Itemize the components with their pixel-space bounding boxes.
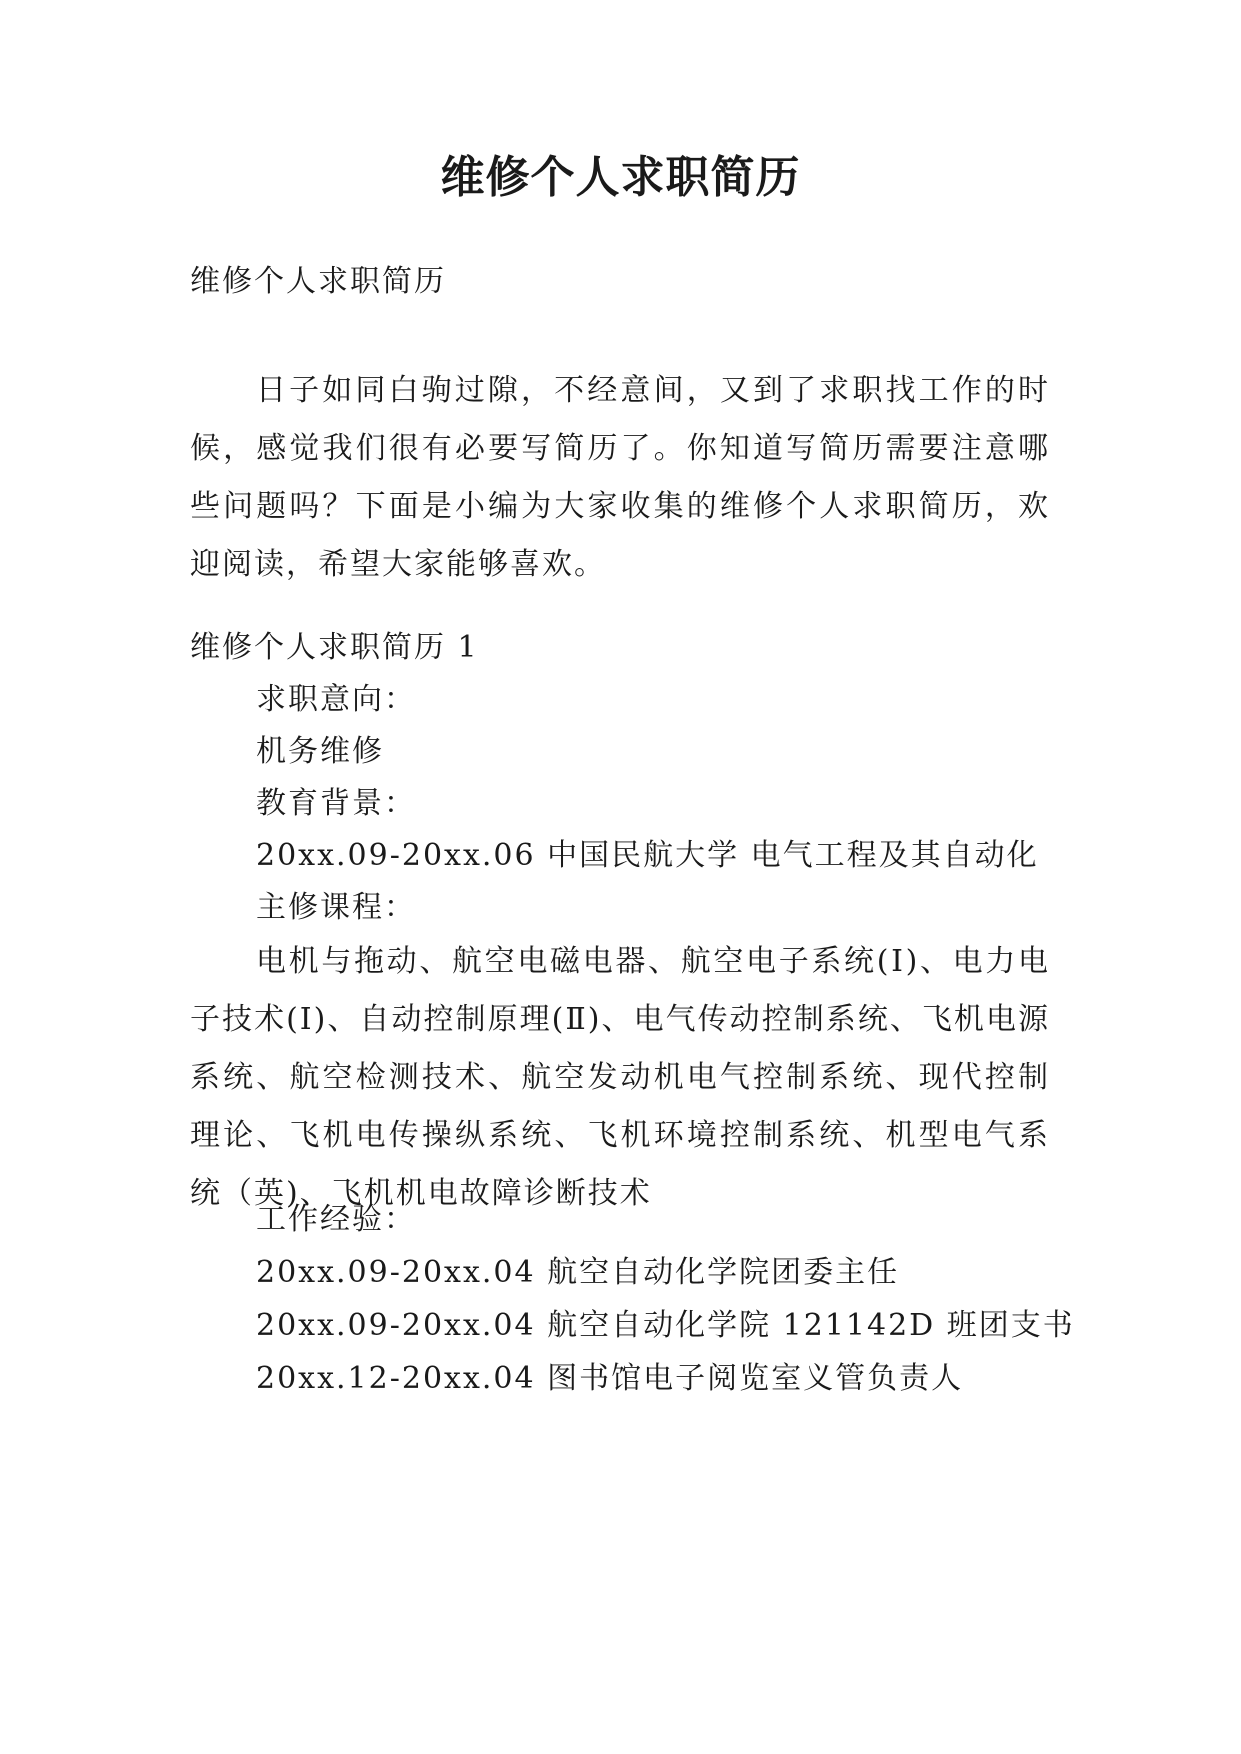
objective-label: 求职意向： [256, 682, 416, 717]
resume-heading: 维修个人求职简历 1 [190, 630, 479, 665]
courses-label: 主修课程： [256, 890, 416, 925]
courses-paragraph: 电机与拖动、航空电磁电器、航空电子系统(Ⅰ)、电力电子技术(I)、自动控制原理(Ⅱ)、电气传动控制系统、飞机电源系统、航空检测技术、航空发动机电气控制系统、现代控制理论、飞机电传操纵系统、飞机环境控制系统、机型电气系统（英)、飞机机电故障诊断技术 [190, 944, 1050, 1211]
education-label: 教育背景： [256, 786, 416, 821]
intro-paragraph: 日子如同白驹过隙，不经意间，又到了求职找工作的时候，感觉我们很有必要写简历了。你知道写简历需要注意哪些问题吗？下面是小编为大家收集的维修个人求职简历，欢迎阅读，希望大家能够喜欢。 [190, 373, 1050, 582]
document-title: 维修个人求职简历 [440, 152, 801, 203]
experience-item: 20xx.12-20xx.04 图书馆电子阅览室义管负责人 [256, 1361, 964, 1396]
document-subtitle: 维修个人求职简历 [190, 264, 446, 299]
experience-label: 工作经验： [256, 1202, 416, 1237]
experience-item: 20xx.09-20xx.04 航空自动化学院 121142D 班团支书 [256, 1308, 1075, 1343]
experience-item: 20xx.09-20xx.04 航空自动化学院团委主任 [256, 1255, 900, 1290]
objective-value: 机务维修 [256, 734, 384, 769]
education-value: 20xx.09-20xx.06 中国民航大学 电气工程及其自动化 [256, 838, 1039, 873]
